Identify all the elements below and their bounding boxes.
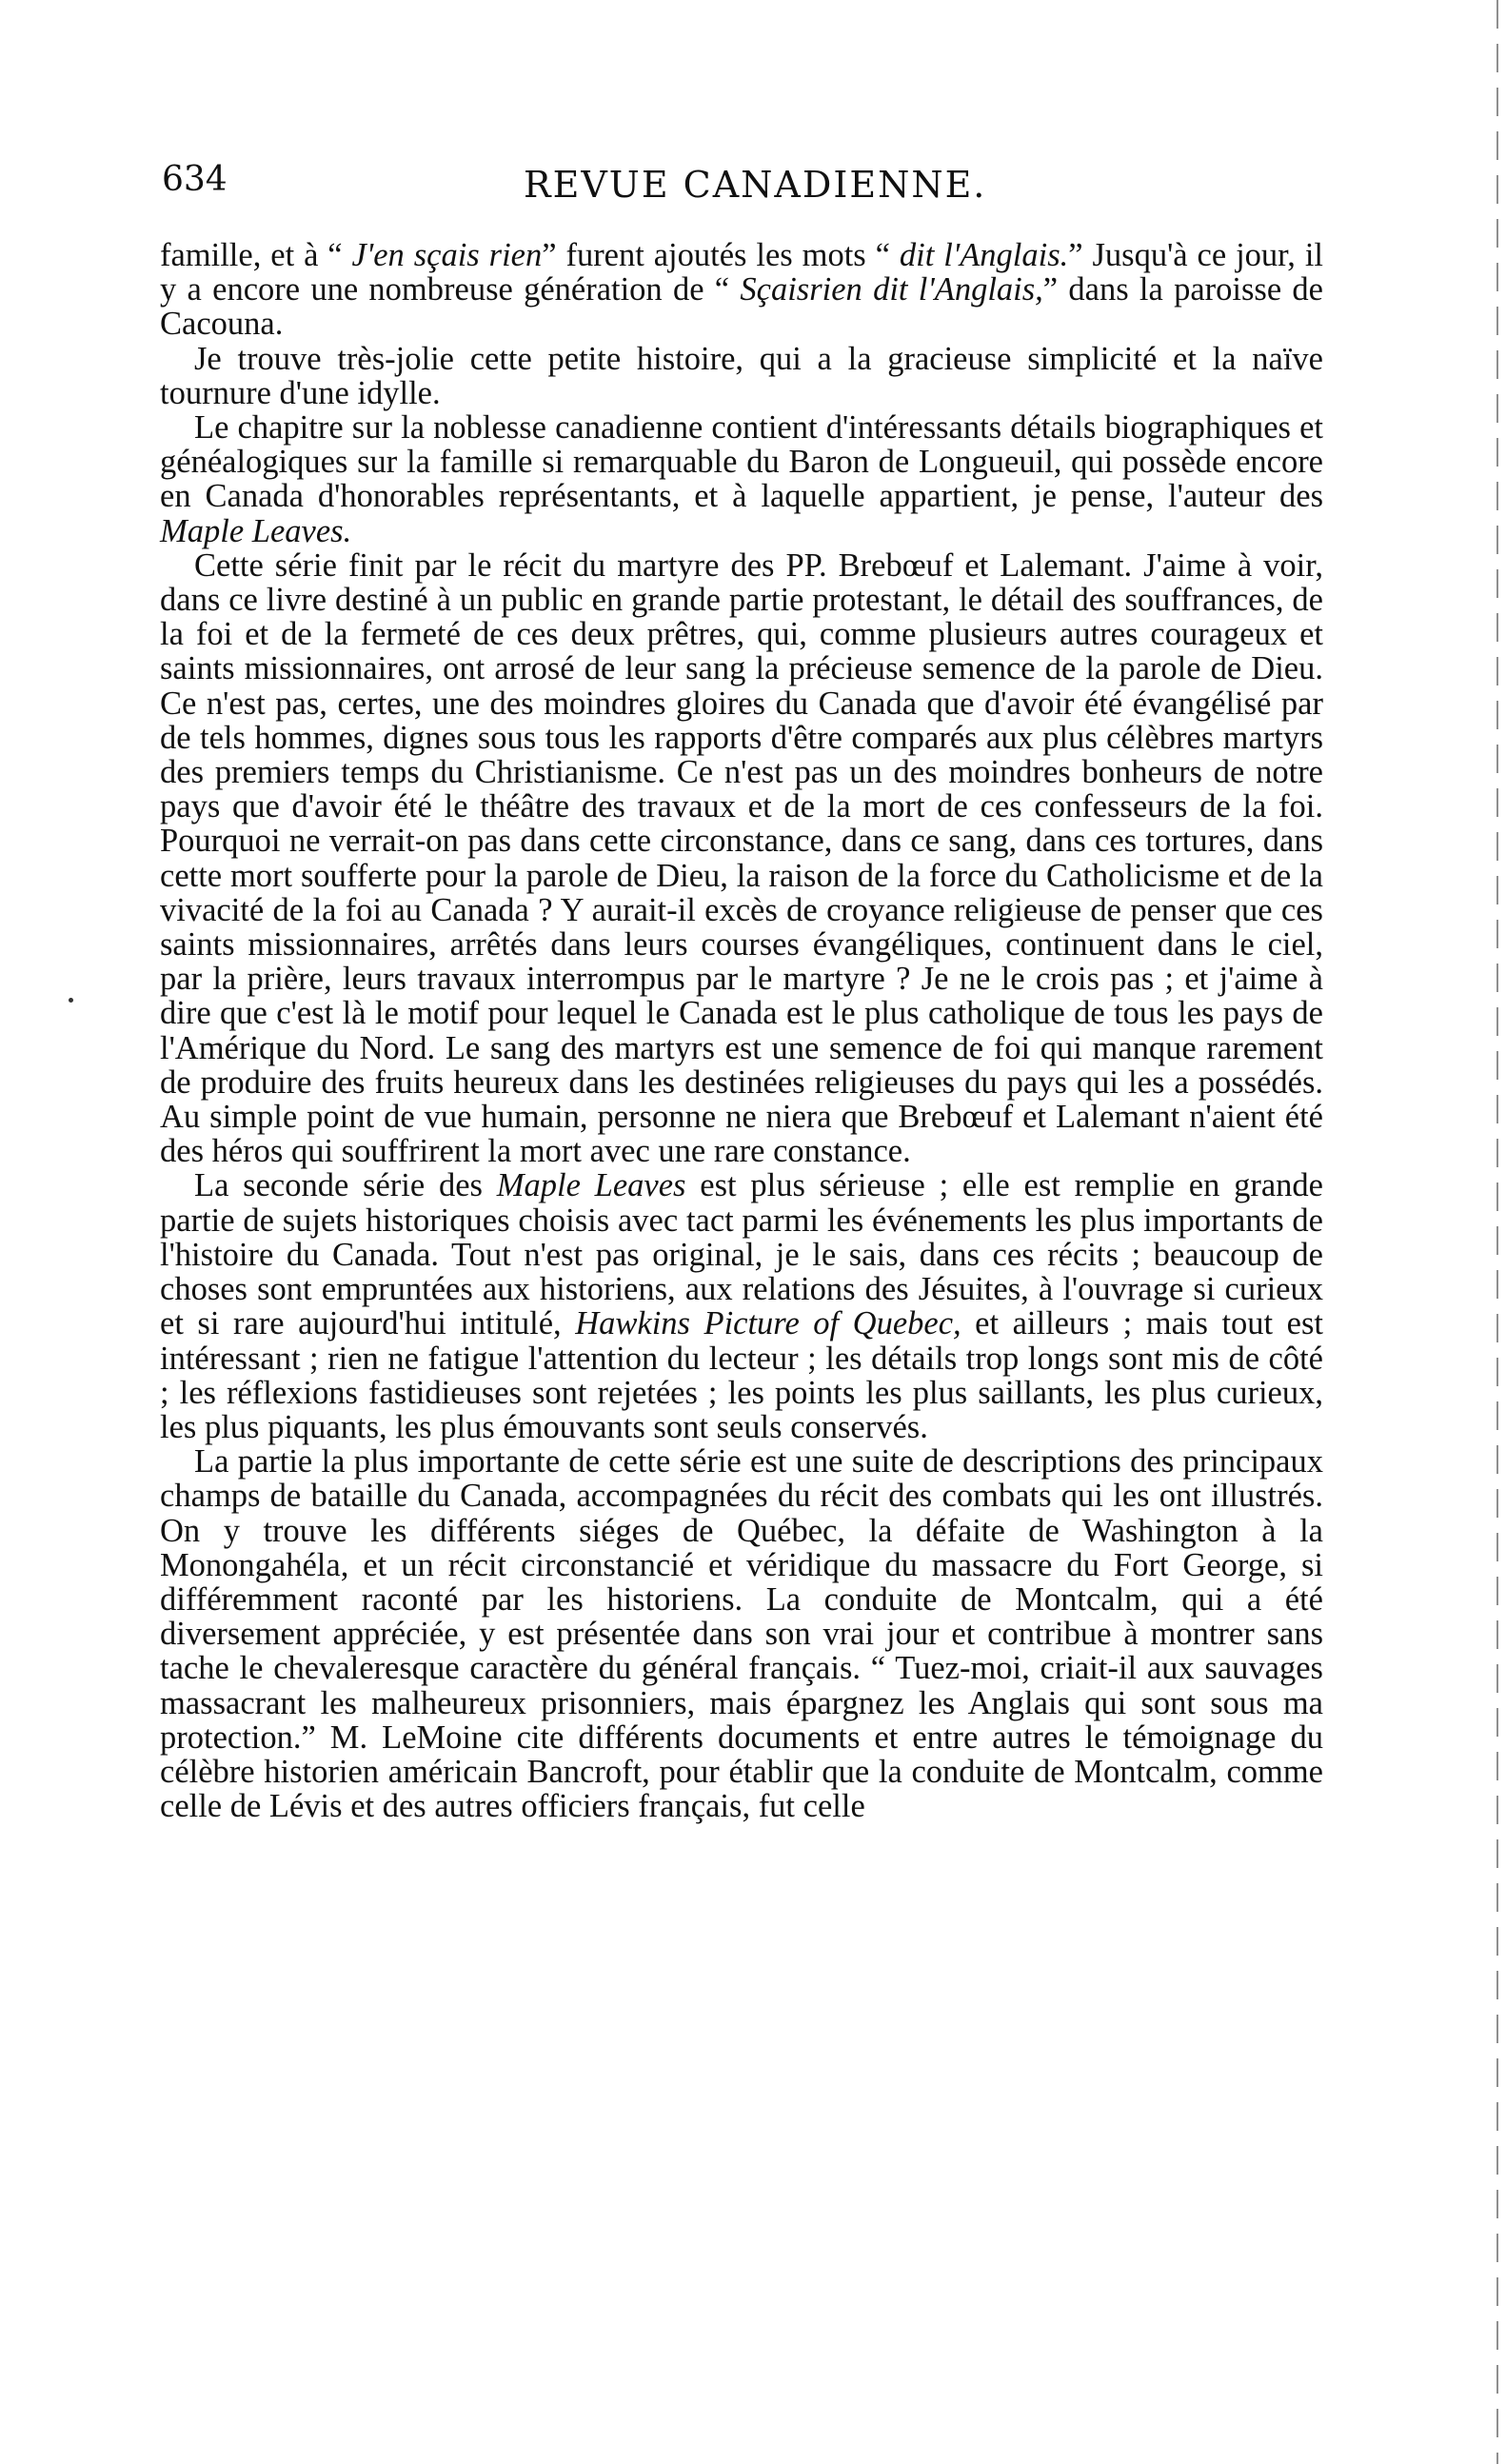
text-run: et ailleurs ; mais tout est intéressant ; rien ne fatigue l'attention du lecteur ; les détails trop longs sont mis de côté ; les réflexions fastidieuses sont rejetées ; les points les plus saillants, les plus curieux, les plus piquants, les plus émouvants sont seuls conservés. [160, 1305, 1323, 1445]
text-run: Cette série finit par le récit du martyre des PP. Brebœuf et Lalemant. J'aime à voir, dans ce livre destiné à un public en grande partie protestant, le détail des souffrances, de la foi et de la fermeté de ces deux prêtres, qui, comme plusieurs autres courageux et saints missionnaires, ont arrosé de leur sang la précieuse semence de la parole de Dieu. Ce n'est pas, certes, une des moindres gloires du Canada que d'avoir été évangélisé par de tels hommes, dignes sous tous les rapports d'être comparés aux plus célèbres martyrs des premiers temps du Christianisme. Ce n'est pas un des moindres bonheurs de notre pays que d'avoir été le théâtre des travaux et de la mort de ces confesseurs de la foi. Pourquoi ne verrait-on pas dans cette circonstance, dans ce sang, dans ces tortures, dans cette mort soufferte pour la parole de Dieu, la raison de la force du Catholicisme et de la vivacité de la foi au Canada ? Y aurait-il excès de croyance religieuse de penser que ces saints missionnaires, arrêtés dans leurs courses évangéliques, continuent dans le ciel, par la prière, leurs travaux interrompus par le martyre ? Je ne le crois pas ; et j'aime à dire que c'est là le motif pour lequel le Canada est le plus catholique de tous les pays de l'Amérique du Nord. Le sang des martyrs est une semence de foi qui manque rarement de produire des fruits heureux dans les destinées religieuses du pays qui les a possédés. Au simple point de vue humain, personne ne niera que Brebœuf et Lalemant n'aient été des héros qui souffrirent la mort avec une rare constance. [160, 546, 1323, 1170]
italic-text: dit l'Anglais. [899, 237, 1069, 273]
italic-text: J'en sçais rien [351, 237, 543, 273]
page-header [162, 160, 1323, 217]
text-run: famille, et à “ [160, 237, 352, 273]
page-edge-shadow [1496, 0, 1498, 2464]
italic-text: Maple Leaves [496, 1167, 686, 1204]
text-run: Le chapitre sur la noblesse canadienne contient d'intéressants détails biographiques et généalogiques sur la famille si remarquable du Baron de Longueuil, qui possède encore en Canada d'honorables représentants, et à laquelle appartient, je pense, l'auteur des [160, 409, 1323, 515]
ink-speck [69, 998, 73, 1003]
text-run: La seconde série des [194, 1167, 497, 1204]
italic-text: Sçaisrien dit l'Anglais, [740, 271, 1043, 308]
paragraph [160, 548, 1323, 1169]
paragraph [160, 410, 1323, 548]
text-run: Je trouve très-jolie cette petite histoire, qui a la gracieuse simplicité et la naïve tournure d'une idylle. [160, 340, 1323, 411]
text-run: est plus sérieuse ; elle est remplie en grande partie de sujets historiques choisis avec tact parmi les événements les plus importants de l'histoire du Canada. Tout n'est pas original, je le sais, dans ces récits ; beaucoup de choses sont empruntées aux historiens, aux relations des Jésuites, à l'ouvrage si curieux et si rare aujourd'hui intitulé, [160, 1167, 1323, 1342]
text-run: La partie la plus importante de cette série est une suite de descriptions des principaux champs de bataille du Canada, accompagnées du récit des combats qui les ont illustrés. On y trouve les différents siéges de Québec, la défaite de Washington à la Monongahéla, et un récit circonstancié et véridique du massacre du Fort George, si différemment raconté par les historiens. La conduite de Montcalm, qui a été diversement appréciée, y est présentée dans son vrai jour et contribue à montrer sans tache le chevaleresque caractère du général français. “ Tuez-moi, criait-il aux sauvages massacrant les malheureux prisonniers, mais épargnez les Anglais qui sont sous ma protection.” M. LeMoine cite différents documents et entre autres le témoignage du célèbre historien américain Bancroft, pour établir que la conduite de Montcalm, comme celle de Lévis et des autres officiers français, fut celle [160, 1443, 1323, 1825]
text-run: ” furent ajoutés les mots “ [542, 237, 900, 273]
paragraph [160, 1444, 1323, 1823]
text-run: ” dans la paroisse de Cacouna. [160, 271, 1323, 343]
paragraph [160, 1168, 1323, 1444]
paragraph [160, 342, 1323, 410]
text-run: ” Jusqu'à ce jour, il y a encore une nombreuse génération de “ [160, 237, 1323, 308]
italic-text: Maple Leaves. [160, 512, 352, 549]
running-title: REVUE CANADIENNE. [524, 164, 987, 206]
body-text [160, 238, 1323, 1823]
italic-text: Hawkins Picture of Quebec, [575, 1305, 961, 1342]
paragraph [160, 238, 1323, 342]
page-number: 634 [162, 160, 228, 199]
